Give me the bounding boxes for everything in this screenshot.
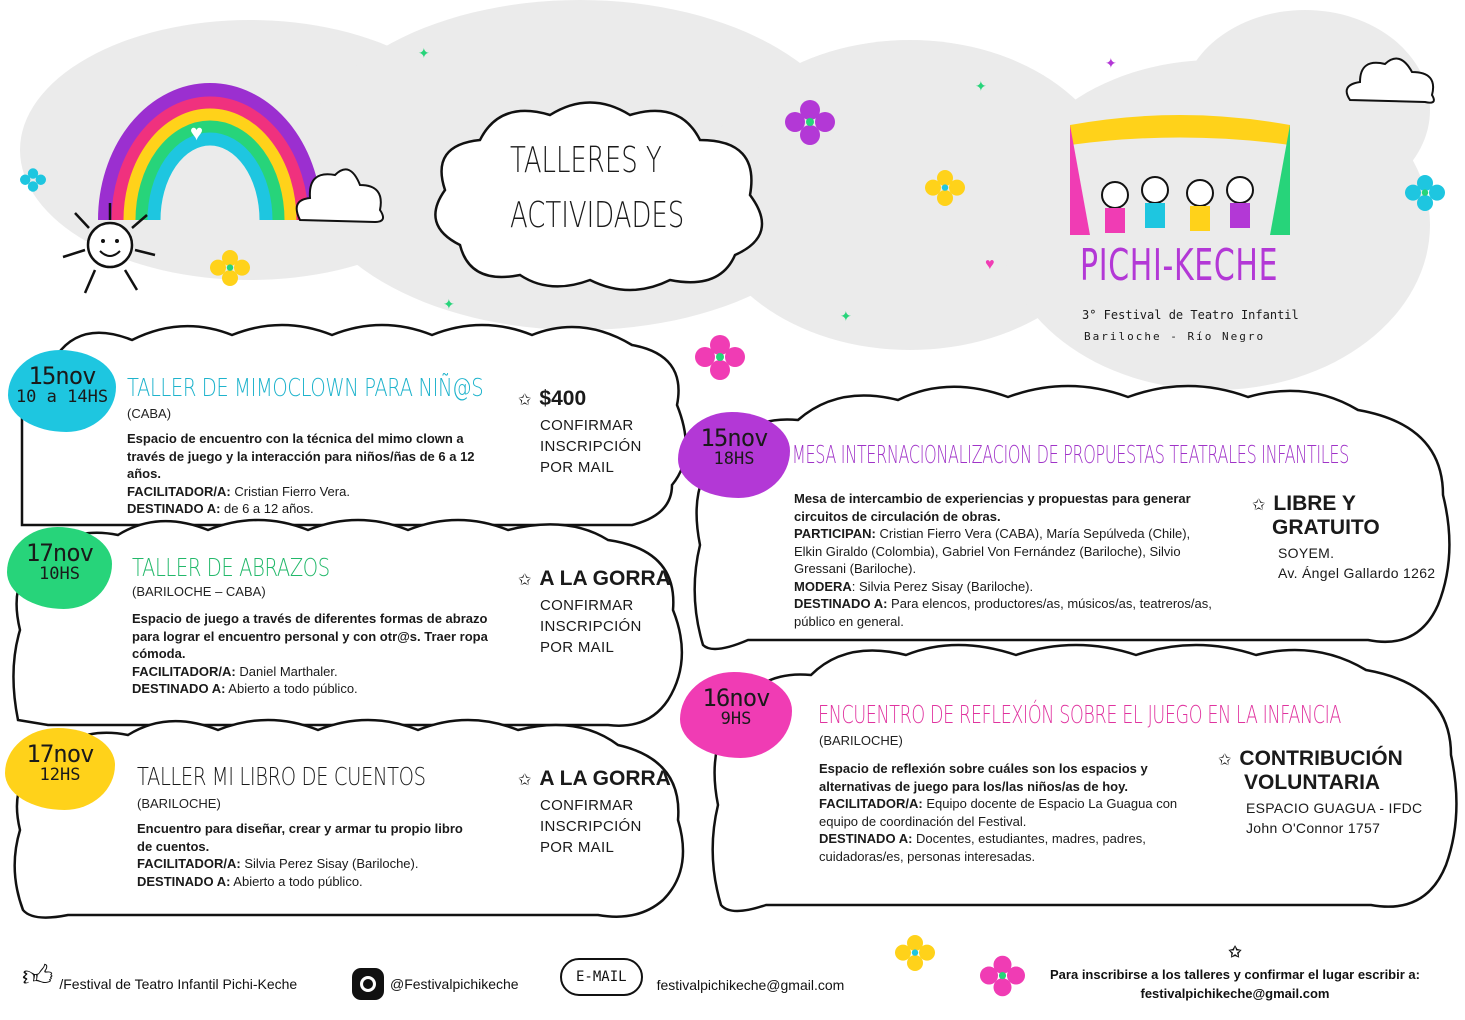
- audience-value: de 6 a 12 años.: [220, 501, 314, 517]
- date-time: 9HS: [720, 709, 752, 730]
- audience-label: DESTINADO A:: [137, 873, 231, 889]
- flower-icon: [1405, 175, 1445, 211]
- venue-line: SOYEM.: [1278, 545, 1335, 561]
- event-title: TALLER DE ABRAZOS: [132, 553, 330, 582]
- flower-icon: [210, 250, 250, 286]
- note-line: CONFIRMAR: [540, 797, 634, 814]
- event-title: ENCUENTRO DE REFLEXIÓN SOBRE EL JUEGO EN LA INFANCIA: [818, 700, 1342, 729]
- confirm-note: [540, 415, 642, 478]
- moderator-value: : Silvia Perez Sisay (Bariloche).: [851, 578, 1034, 594]
- audience-label: DESTINADO A:: [127, 501, 221, 517]
- date-day: 17nov: [25, 539, 94, 567]
- event-title: MESA INTERNACIONALIZACION DE PROPUESTAS TEATRALES INFANTILES: [792, 440, 1349, 469]
- facilitator-value: Silvia Perez Sisay (Bariloche).: [240, 856, 419, 872]
- price-block: [518, 567, 671, 658]
- note-line: POR MAIL: [540, 839, 615, 856]
- logo-subtitle: 3° Festival de Teatro Infantil: [1082, 308, 1299, 322]
- note-line: POR MAIL: [540, 639, 615, 656]
- event-description: [819, 760, 1179, 865]
- audience-label: DESTINADO A:: [132, 681, 226, 697]
- event-description: [794, 490, 1214, 630]
- facilitator-value: Daniel Marthaler.: [235, 663, 338, 679]
- audience-value: Para elencos, productores/as, músicos/as, teatreros/as, público en general.: [794, 596, 1212, 629]
- thumbs-up-icon: 👍︎: [22, 960, 54, 993]
- heart-icon: ♥: [190, 120, 204, 145]
- date-time: 10 a 14HS: [15, 387, 109, 408]
- price-label-line2: GRATUITO: [1272, 516, 1380, 539]
- instagram-link[interactable]: [352, 968, 519, 1000]
- flower-icon: [785, 100, 835, 145]
- venue-line: ESPACIO GUAGUA - IFDC: [1246, 800, 1423, 816]
- description-text: Encuentro para diseñar, crear y armar tu propio libro de cuentos.: [137, 821, 463, 854]
- registration-email: festivalpichikeche@gmail.com: [1140, 986, 1330, 1001]
- facebook-text: /Festival de Teatro Infantil Pichi-Keche: [59, 976, 298, 992]
- email-link[interactable]: [560, 958, 844, 996]
- flower-icon: [895, 935, 935, 971]
- sparkle-icon: ✦: [443, 296, 455, 312]
- date-time: 10HS: [39, 564, 80, 585]
- title-cloud: [420, 95, 780, 295]
- confirm-note: [540, 595, 671, 658]
- participants-value: Cristian Fierro Vera (CABA), María Sepúlveda (Chile), Elkin Giraldo (Colombia), Gabriel Von Fernández (Bariloche), Silvio Gressani (Bariloche).: [794, 526, 1191, 577]
- flower-icon: [925, 170, 965, 206]
- registration-note: [1035, 942, 1435, 1004]
- event-place: (BARILOCHE): [819, 733, 903, 748]
- description-text: Espacio de juego a través de diferentes formas de abrazo para lograr el encuentro personal y con otr@s. Traer ropa cómoda.: [132, 611, 488, 662]
- small-cloud: [290, 160, 390, 230]
- registration-text: Para inscribirse a los talleres y confirmar el lugar escribir a:: [1050, 966, 1420, 982]
- stage-illustration: [1060, 105, 1300, 245]
- facebook-link[interactable]: [22, 962, 297, 992]
- price-label: A LA GORRA: [539, 567, 671, 590]
- date-day: 15nov: [700, 424, 768, 452]
- price-block: [1252, 492, 1435, 583]
- facilitator-label: FACILITADOR/A:: [137, 856, 241, 872]
- logo-location: Bariloche - Río Negro: [1084, 330, 1266, 343]
- event-title: TALLER MI LIBRO DE CUENTOS: [137, 762, 426, 791]
- venue-line: John O'Connor 1757: [1246, 819, 1381, 836]
- note-line: POR MAIL: [540, 459, 615, 476]
- email-badge-label: E-MAIL: [576, 969, 627, 985]
- participants-label: PARTICIPAN:: [794, 526, 876, 542]
- sparkle-icon: ✦: [840, 308, 852, 324]
- date-day: 15nov: [28, 362, 96, 390]
- star-outline-icon: ✩: [1218, 752, 1232, 769]
- star-outline-icon: ✩: [518, 772, 532, 789]
- event-description: [127, 430, 487, 518]
- facilitator-label: FACILITADOR/A:: [132, 663, 236, 679]
- facilitator-label: FACILITADOR/A:: [127, 483, 231, 499]
- email-badge: [560, 958, 643, 996]
- venue-line: Av. Ángel Gallardo 1262: [1278, 564, 1436, 581]
- price-label-line1: LIBRE Y: [1273, 492, 1356, 515]
- flower-icon: [695, 335, 745, 380]
- sparkle-icon: ✦: [1105, 55, 1117, 71]
- star-outline-icon: ✩: [518, 572, 532, 589]
- logo-wordmark: PICHI-KECHE: [1080, 240, 1279, 291]
- venue: [1278, 544, 1435, 583]
- date-badge: [5, 728, 115, 810]
- price-label-line1: CONTRIBUCIÓN: [1239, 747, 1403, 770]
- audience-value: Abierto a todo público.: [230, 873, 363, 889]
- page-title-line2: ACTIVIDADES: [510, 195, 685, 236]
- date-badge: [7, 527, 112, 609]
- festival-logo: [1060, 105, 1300, 355]
- facilitator-value: Cristian Fierro Vera.: [230, 483, 350, 499]
- sparkle-icon: ✦: [418, 45, 430, 61]
- moderator-label: MODERA: [794, 578, 852, 594]
- event-title: TALLER DE MIMOCLOWN PARA NIÑ@S: [127, 373, 484, 402]
- venue: [1246, 799, 1422, 838]
- note-line: INSCRIPCIÓN: [540, 438, 642, 455]
- facilitator-value: Equipo docente de Espacio La Guagua con equipo de coordinación del Festival.: [819, 796, 1178, 829]
- description-text: Espacio de reflexión sobre cuáles son los espacios y alternativas de juego para los/las niños/as de hoy.: [819, 761, 1148, 794]
- date-time: 12HS: [39, 765, 81, 786]
- price-block: [518, 387, 642, 478]
- facilitator-label: FACILITADOR/A:: [819, 796, 923, 812]
- price-label: A LA GORRA: [539, 767, 671, 790]
- star-outline-icon: ✩: [518, 392, 532, 409]
- date-badge: [8, 350, 116, 432]
- heart-icon: ♥: [985, 256, 995, 273]
- note-line: CONFIRMAR: [540, 417, 634, 434]
- audience-value: Abierto a todo público.: [225, 681, 358, 697]
- price-label: $400: [539, 387, 587, 410]
- star-outline-icon: ✩: [1252, 497, 1266, 514]
- description-text: Espacio de encuentro con la técnica del mimo clown a través de juego y la interacción para niños/ñas de 6 a 12 años.: [127, 431, 475, 482]
- camera-icon: [352, 968, 384, 1000]
- note-line: INSCRIPCIÓN: [540, 818, 642, 835]
- price-block: [518, 767, 671, 858]
- note-line: INSCRIPCIÓN: [540, 618, 642, 635]
- note-line: CONFIRMAR: [540, 597, 634, 614]
- sparkle-icon: ✦: [975, 78, 987, 94]
- event-description: [137, 820, 477, 890]
- confirm-note: [540, 795, 671, 858]
- price-label-line2: VOLUNTARIA: [1244, 771, 1381, 794]
- audience-label: DESTINADO A:: [794, 596, 888, 612]
- event-place: (BARILOCHE): [137, 796, 221, 811]
- price-block: [1218, 747, 1422, 838]
- page-title-line1: TALLERES Y: [510, 140, 662, 181]
- date-day: 17nov: [26, 740, 94, 768]
- event-description: [132, 610, 502, 698]
- email-text: festivalpichikeche@gmail.com: [656, 977, 845, 993]
- flower-icon: [980, 955, 1025, 997]
- small-cloud: [1340, 50, 1440, 110]
- flower-icon: [20, 168, 46, 192]
- event-place: (BARILOCHE – CABA): [132, 584, 266, 599]
- star-outline-icon: ✩: [1228, 944, 1242, 961]
- date-badge: [680, 672, 792, 758]
- date-time: 18HS: [713, 449, 755, 470]
- date-day: 16nov: [702, 684, 770, 712]
- sun-illustration: [55, 195, 165, 305]
- event-place: (CABA): [127, 406, 172, 421]
- description-text: Mesa de intercambio de experiencias y propuestas para generar circuitos de circulación de obras.: [794, 491, 1191, 524]
- audience-value: Docentes, estudiantes, madres, padres, cuidadoras/es, personas interesadas.: [819, 831, 1146, 864]
- date-badge: [678, 412, 790, 498]
- instagram-text: @Festivalpichikeche: [390, 976, 519, 992]
- audience-label: DESTINADO A:: [819, 831, 913, 847]
